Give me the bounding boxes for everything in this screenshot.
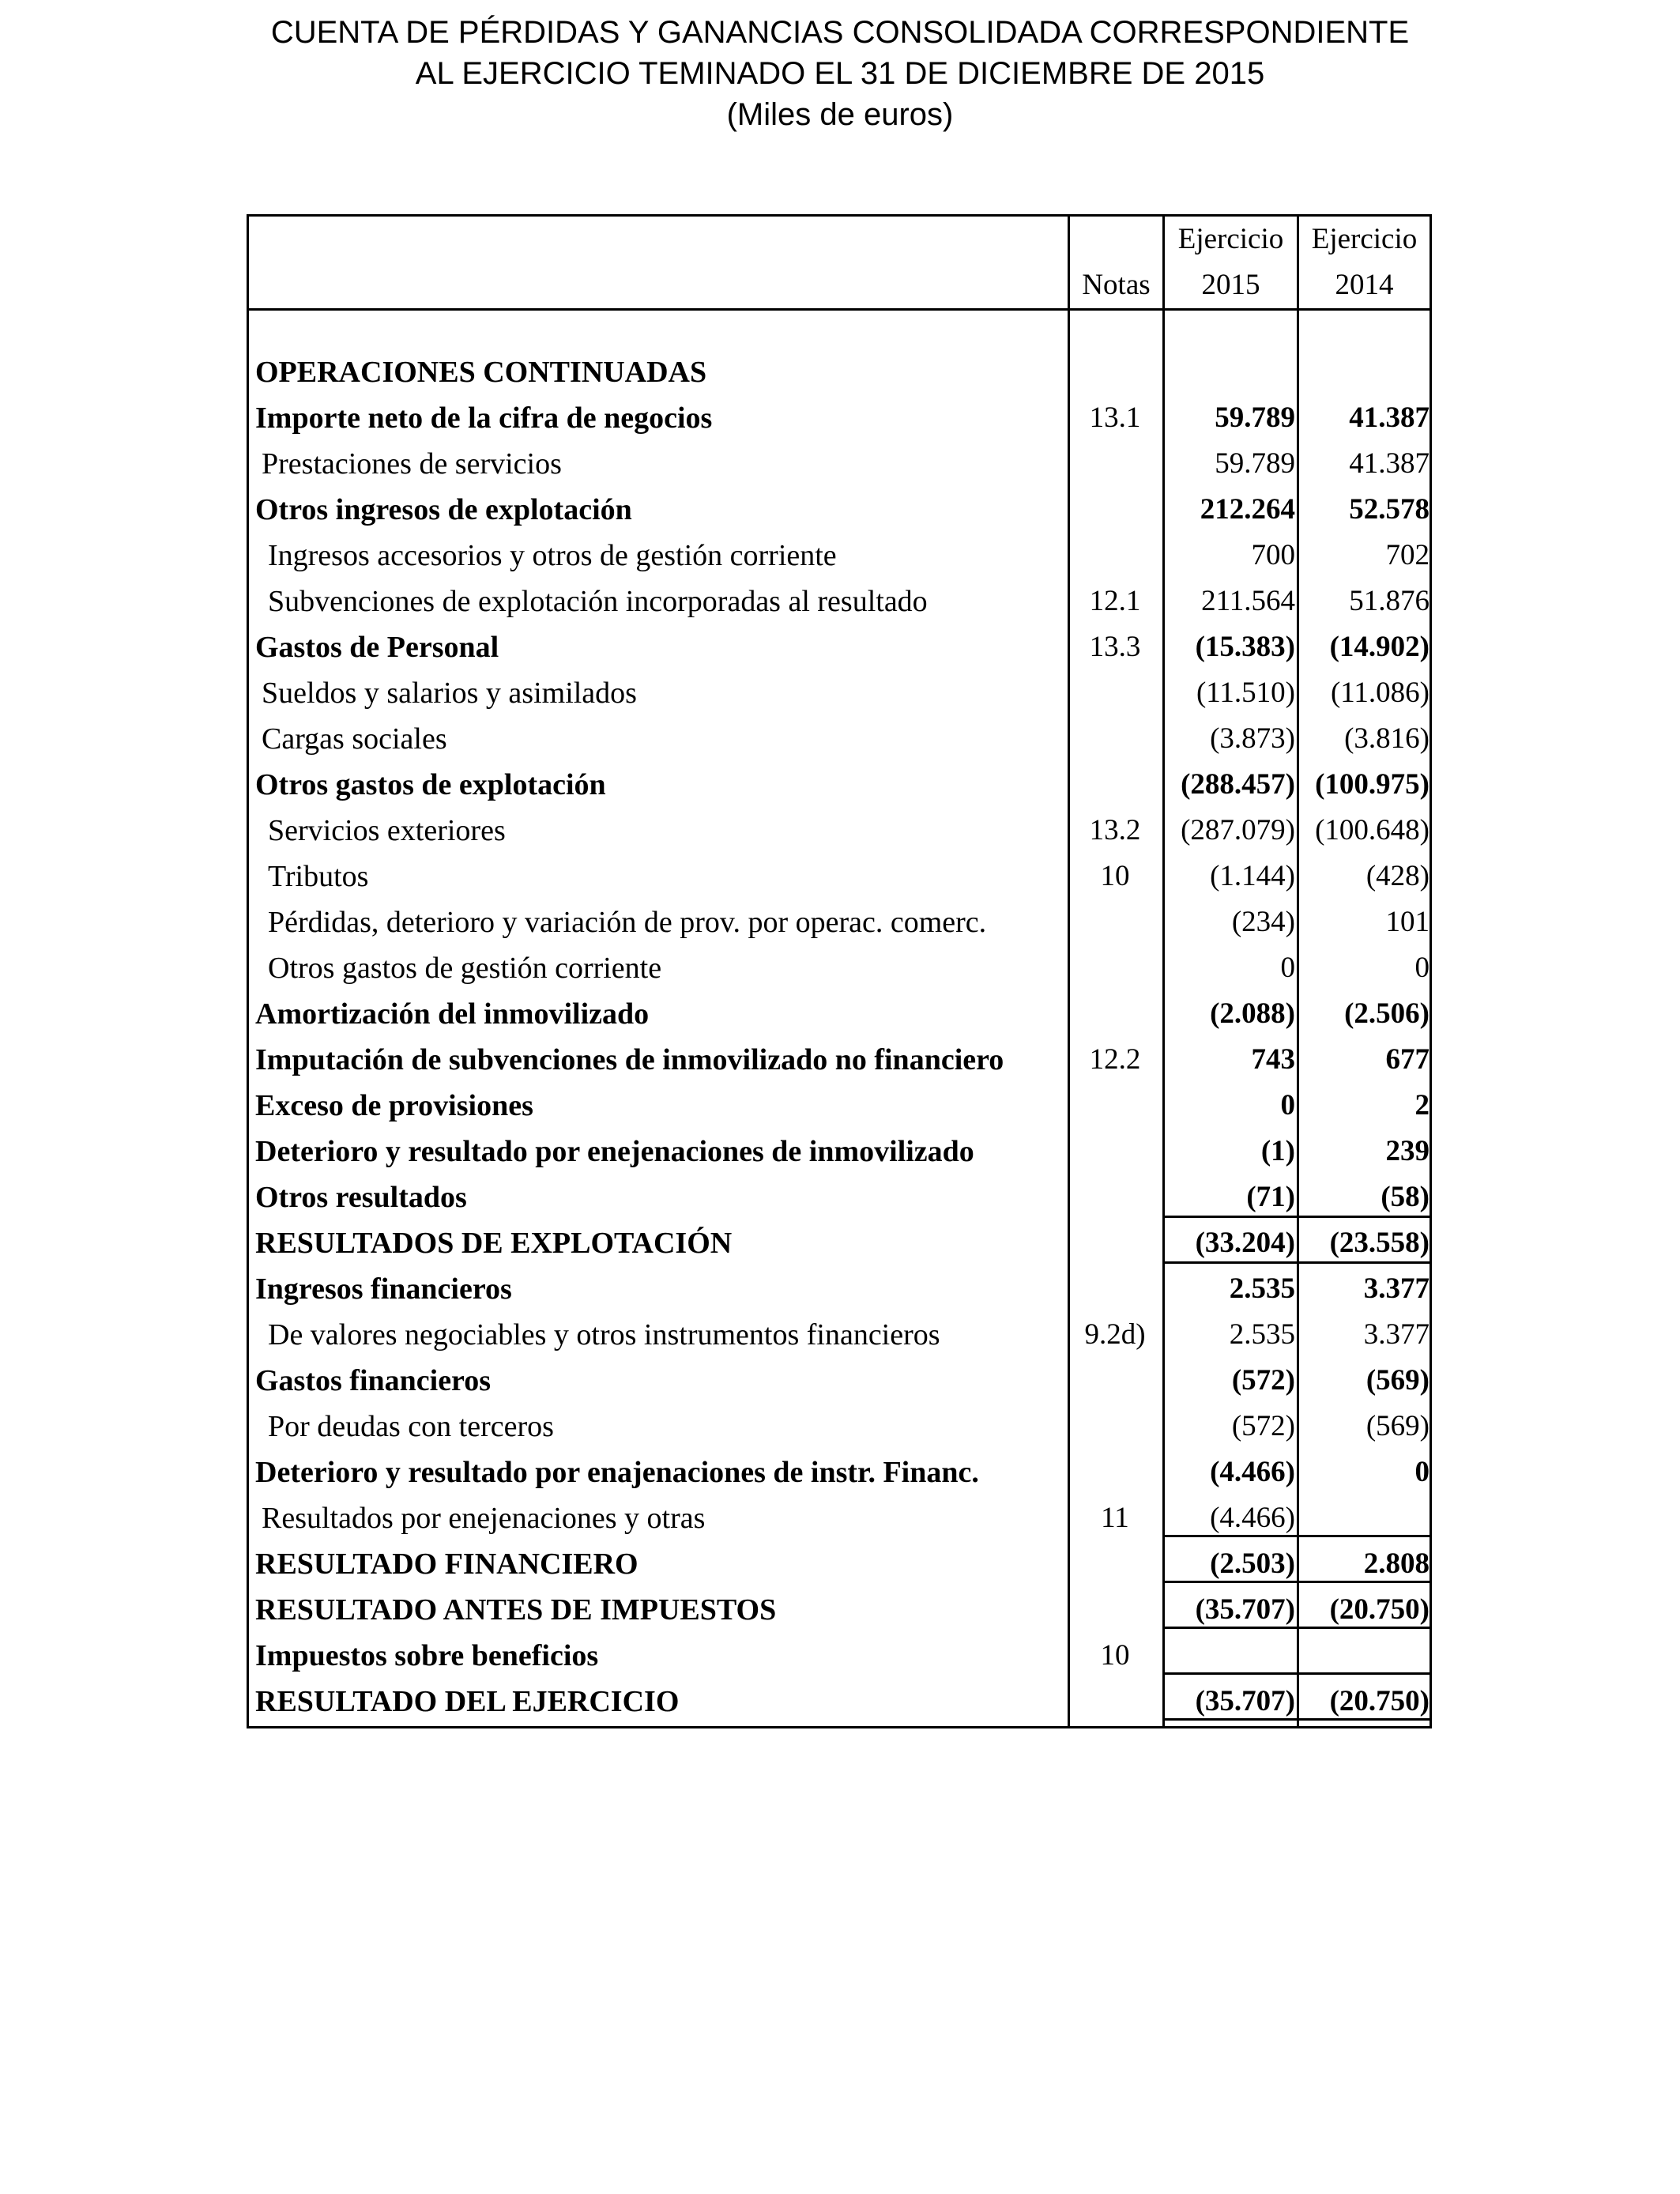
table-row bbox=[249, 1037, 1430, 1083]
row-label: Otros resultados bbox=[255, 1181, 467, 1214]
value-2015: 0 bbox=[1280, 1089, 1295, 1122]
table-row bbox=[249, 349, 1430, 395]
row-label: Imputación de subvenciones de inmovilizado no financiero bbox=[255, 1043, 1004, 1076]
row-note: 11 bbox=[1101, 1502, 1129, 1534]
table-row bbox=[249, 762, 1430, 808]
value-2014: 3.377 bbox=[1363, 1272, 1430, 1305]
row-label: Otros ingresos de explotación bbox=[255, 493, 632, 526]
row-label: Pérdidas, deterioro y variación de prov. por operac. comerc. bbox=[268, 906, 987, 939]
value-2015: (3.873) bbox=[1210, 722, 1295, 755]
value-2014: (3.816) bbox=[1344, 722, 1430, 755]
subtotal-rule bbox=[1162, 1672, 1430, 1675]
table-row bbox=[249, 899, 1430, 945]
notes-column-header: Notas bbox=[1082, 269, 1151, 301]
subtotal-rule bbox=[1162, 1535, 1430, 1537]
row-note: 13.1 bbox=[1089, 401, 1141, 434]
table-row bbox=[249, 441, 1430, 487]
row-note: 12.2 bbox=[1089, 1043, 1141, 1076]
row-label: Subvenciones de explotación incorporadas al resultado bbox=[268, 585, 928, 618]
value-2014: 0 bbox=[1414, 952, 1430, 984]
statement-units: (Miles de euros) bbox=[726, 97, 954, 132]
table-row bbox=[249, 808, 1430, 854]
value-2015: 211.564 bbox=[1201, 585, 1295, 617]
value-2015: 59.789 bbox=[1215, 401, 1295, 434]
subtotal-rule bbox=[1162, 1581, 1430, 1583]
table-row bbox=[249, 1174, 1430, 1220]
value-2014: 101 bbox=[1385, 906, 1430, 938]
row-label: Por deudas con terceros bbox=[268, 1410, 554, 1443]
value-2015: (35.707) bbox=[1195, 1593, 1295, 1626]
value-2015: (572) bbox=[1231, 1410, 1295, 1442]
year-2014-header-line-2: 2014 bbox=[1335, 269, 1394, 301]
value-2015: (15.383) bbox=[1195, 631, 1295, 663]
value-2014: (58) bbox=[1381, 1181, 1430, 1213]
income-statement-table bbox=[247, 214, 1432, 1728]
value-2015: (2.503) bbox=[1210, 1547, 1295, 1580]
value-2014: (23.558) bbox=[1329, 1227, 1430, 1259]
table-row bbox=[249, 1312, 1430, 1358]
year-2015-header-line-2: 2015 bbox=[1201, 269, 1260, 301]
value-2014: 2 bbox=[1414, 1089, 1430, 1122]
value-2014: (20.750) bbox=[1329, 1685, 1430, 1717]
year-2014-header-line-1: Ejercicio bbox=[1311, 223, 1418, 255]
table-row bbox=[249, 716, 1430, 762]
row-label: Servicios exteriores bbox=[268, 814, 506, 847]
table-row bbox=[249, 1449, 1430, 1495]
value-2015: (234) bbox=[1231, 906, 1295, 938]
value-2014: 52.578 bbox=[1349, 493, 1430, 526]
row-label: RESULTADOS DE EXPLOTACIÓN bbox=[255, 1227, 733, 1260]
row-label: Importe neto de la cifra de negocios bbox=[255, 401, 713, 435]
row-note: 13.3 bbox=[1089, 631, 1141, 663]
row-label: Ingresos accesorios y otros de gestión corriente bbox=[268, 539, 837, 572]
row-note: 10 bbox=[1100, 860, 1130, 892]
row-note: 9.2d) bbox=[1084, 1318, 1146, 1351]
row-note: 12.1 bbox=[1089, 585, 1141, 617]
value-2014: (11.086) bbox=[1330, 677, 1430, 709]
value-2015: 2.535 bbox=[1229, 1272, 1295, 1305]
subtotal-rule bbox=[1162, 1627, 1430, 1629]
value-2015: (35.707) bbox=[1195, 1685, 1295, 1717]
row-label: Gastos de Personal bbox=[255, 631, 499, 664]
table-row bbox=[249, 670, 1430, 716]
row-label: Gastos financieros bbox=[255, 1364, 492, 1397]
value-2015: 700 bbox=[1251, 539, 1295, 571]
row-label: Cargas sociales bbox=[262, 722, 447, 756]
table-row bbox=[249, 1129, 1430, 1174]
row-label: RESULTADO FINANCIERO bbox=[255, 1547, 638, 1581]
value-2014: 0 bbox=[1414, 1456, 1430, 1488]
table-row bbox=[249, 487, 1430, 533]
subtotal-rule bbox=[1162, 1216, 1430, 1218]
value-2015: 2.535 bbox=[1229, 1318, 1295, 1351]
row-label: RESULTADO DEL EJERCICIO bbox=[255, 1685, 680, 1718]
row-label: Prestaciones de servicios bbox=[262, 447, 562, 481]
value-2015: (33.204) bbox=[1195, 1227, 1295, 1259]
table-row bbox=[249, 854, 1430, 899]
value-2014: 677 bbox=[1385, 1043, 1430, 1076]
row-label: Otros gastos de gestión corriente bbox=[268, 952, 662, 985]
subtotal-rule bbox=[1162, 1261, 1430, 1264]
row-label: RESULTADO ANTES DE IMPUESTOS bbox=[255, 1593, 777, 1627]
header-divider bbox=[249, 308, 1430, 311]
row-label: Resultados por enejenaciones y otras bbox=[262, 1502, 706, 1535]
value-2014: 702 bbox=[1385, 539, 1430, 571]
value-2015: (11.510) bbox=[1196, 677, 1295, 709]
table-row bbox=[249, 1358, 1430, 1404]
row-label: Amortización del inmovilizado bbox=[255, 997, 650, 1031]
value-2014: (569) bbox=[1365, 1364, 1430, 1397]
value-2014: 41.387 bbox=[1349, 401, 1430, 434]
table-row bbox=[249, 1083, 1430, 1129]
value-2015: (1.144) bbox=[1210, 860, 1295, 892]
row-label: Tributos bbox=[268, 860, 369, 893]
value-2014: (100.975) bbox=[1315, 768, 1430, 801]
value-2015: (572) bbox=[1231, 1364, 1295, 1397]
table-row bbox=[249, 1404, 1430, 1449]
value-2014: (20.750) bbox=[1329, 1593, 1430, 1626]
value-2015: (288.457) bbox=[1181, 768, 1295, 801]
value-2014: (569) bbox=[1365, 1410, 1430, 1442]
row-label: OPERACIONES CONTINUADAS bbox=[255, 356, 707, 389]
row-label: Sueldos y salarios y asimilados bbox=[262, 677, 637, 710]
value-2014: (2.506) bbox=[1344, 997, 1430, 1030]
value-2015: 743 bbox=[1251, 1043, 1295, 1076]
value-2015: 212.264 bbox=[1200, 493, 1295, 526]
value-2015: 59.789 bbox=[1215, 447, 1295, 480]
table-row bbox=[249, 624, 1430, 670]
value-2015: (4.466) bbox=[1210, 1456, 1295, 1488]
value-2014: (100.648) bbox=[1315, 814, 1430, 846]
value-2015: (1) bbox=[1260, 1135, 1295, 1167]
value-2015: (4.466) bbox=[1210, 1502, 1295, 1534]
table-row bbox=[249, 1220, 1430, 1266]
row-note: 13.2 bbox=[1089, 814, 1141, 846]
value-2014: (14.902) bbox=[1329, 631, 1430, 663]
row-label: Deterioro y resultado por enejenaciones de inmovilizado bbox=[255, 1135, 974, 1168]
row-label: Deterioro y resultado por enajenaciones de instr. Financ. bbox=[255, 1456, 979, 1489]
table-row bbox=[249, 945, 1430, 991]
row-label: Otros gastos de explotación bbox=[255, 768, 606, 801]
value-2014: 41.387 bbox=[1349, 447, 1430, 480]
table-row bbox=[249, 991, 1430, 1037]
table-row bbox=[249, 533, 1430, 579]
value-2014: 51.876 bbox=[1349, 585, 1430, 617]
statement-title-line-1: CUENTA DE PÉRDIDAS Y GANANCIAS CONSOLIDADA CORRESPONDIENTE bbox=[270, 15, 1410, 50]
row-note: 10 bbox=[1100, 1639, 1130, 1672]
subtotal-rule bbox=[1162, 1718, 1430, 1721]
value-2015: (2.088) bbox=[1210, 997, 1295, 1030]
table-row bbox=[249, 395, 1430, 441]
value-2014: 3.377 bbox=[1363, 1318, 1430, 1351]
table-row bbox=[249, 579, 1430, 624]
table-row bbox=[249, 1266, 1430, 1312]
value-2014: (428) bbox=[1365, 860, 1430, 892]
year-2015-header-line-1: Ejercicio bbox=[1177, 223, 1284, 255]
value-2015: (287.079) bbox=[1181, 814, 1295, 846]
row-label: Ingresos financieros bbox=[255, 1272, 512, 1306]
value-2015: (71) bbox=[1246, 1181, 1295, 1213]
value-2015: 0 bbox=[1280, 952, 1295, 984]
value-2014: 239 bbox=[1385, 1135, 1430, 1167]
value-2014: 2.808 bbox=[1363, 1547, 1430, 1580]
row-label: Impuestos sobre beneficios bbox=[255, 1639, 599, 1672]
statement-title-line-2: AL EJERCICIO TEMINADO EL 31 DE DICIEMBRE DE 2015 bbox=[415, 56, 1265, 91]
row-label: De valores negociables y otros instrumentos financieros bbox=[268, 1318, 940, 1351]
row-label: Exceso de provisiones bbox=[255, 1089, 533, 1122]
